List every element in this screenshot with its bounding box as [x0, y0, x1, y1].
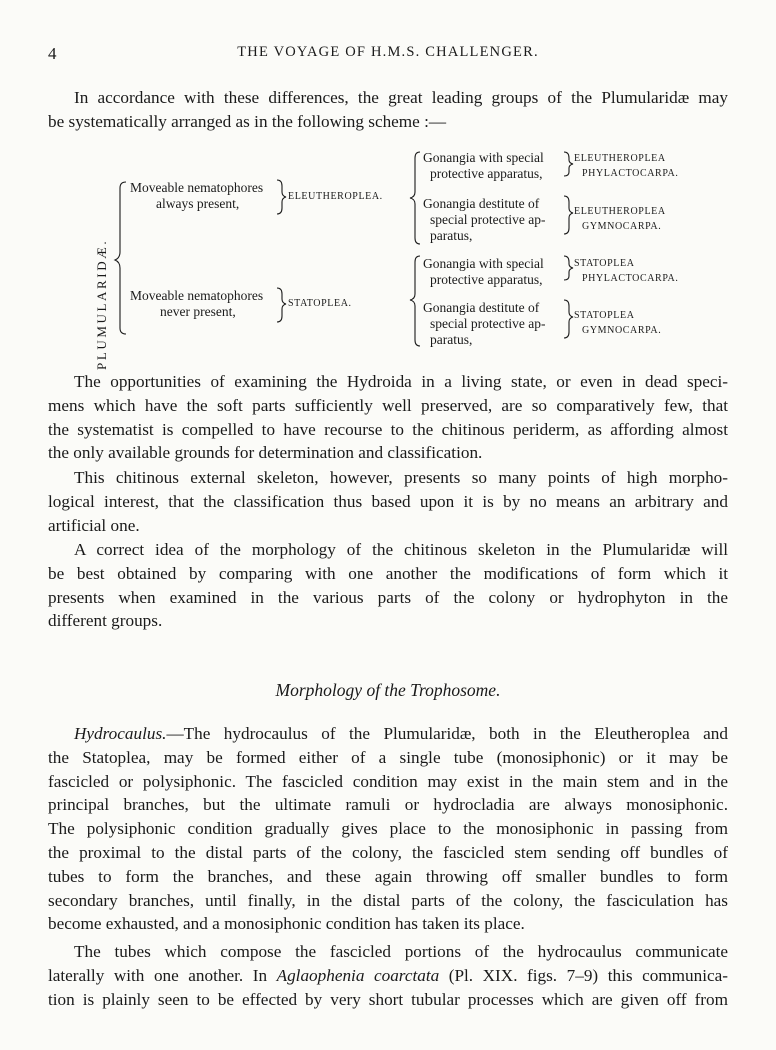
text-run: the [48, 747, 69, 767]
group1-condition-line: always present, [156, 196, 240, 211]
family-label: PLUMULARIDÆ. [94, 238, 109, 370]
text-line: tubes to form the branches, and these again throwing off smaller bundles to form [48, 866, 728, 886]
group2-condition-line: never present, [160, 304, 236, 319]
text-line: This chitinous external skeleton, however, presents so many points of high morpho- [74, 468, 728, 487]
text-line: The opportunities of examining the Hydroida in a living state, or even in dead speci- [74, 372, 728, 391]
text-line: principal branches, but the ultimate ramuli or hydrocladia are always monosiphonic. [48, 795, 728, 815]
intro-paragraph [48, 86, 728, 134]
section-heading: Morphology of the Trophosome. [275, 680, 501, 700]
subgroup-text: special protective ap- [430, 316, 546, 331]
group2-name: STATOPLEA. [288, 298, 352, 309]
paragraph-skeleton [48, 466, 728, 537]
text-run: —The hydrocaulus of the Plumularidæ, both in the Eleutheroplea and [166, 724, 728, 743]
group1-condition-line: Moveable nematophores [130, 180, 264, 195]
page-number: 4 [48, 44, 57, 63]
text-line: A correct idea of the morphology of the chitinous skeleton in the Plumularidæ will [74, 540, 728, 559]
text-run: Statoplea, may be formed either of a single tube (monosiphonic) or it may be [82, 747, 728, 767]
text-line: The tubes which compose the fascicled portions of the hydrocaulus communicate [74, 942, 728, 961]
text-line: In accordance with these differences, the great leading groups of the Plumularidæ may [74, 88, 728, 107]
text-line: the only available grounds for determination and classification. [48, 443, 483, 463]
text-line: tion is plainly seen to be effected by very short tubular processes which are given off from [48, 989, 728, 1009]
text-line: artificial one. [48, 515, 140, 535]
text-line: the proximal to the distal parts of the colony, the fascicled stem sending off bundles of [48, 842, 728, 862]
paragraph-morphology [48, 538, 728, 633]
subgroup-name: PHYLACTOCARPA. [582, 273, 679, 284]
text-line [48, 746, 728, 770]
subgroup-text: paratus, [430, 228, 473, 243]
subgroup-name: STATOPLEA [574, 310, 635, 321]
text-line [48, 722, 728, 746]
text-line: presents when examined in the various parts of the colony or hydrophyton in the [48, 587, 728, 607]
subgroup-text: Gonangia destitute of [423, 196, 540, 211]
run-in-heading: Hydrocaulus. [74, 724, 167, 743]
text-line: the systematist is compelled to have recourse to the chitinous periderm, as affording almost [48, 419, 728, 439]
text-line: become exhausted, and a monosiphonic condition has taken its place. [48, 914, 525, 934]
group2-subs-brace [410, 256, 420, 346]
text-line: secondary branches, until finally, in the distal parts of the colony, the fasciculation has [48, 890, 728, 910]
subgroup-name: ELEUTHEROPLEA [574, 153, 666, 164]
group1-subs-brace [410, 152, 420, 244]
text-run: laterally with one another. In [48, 965, 277, 985]
subgroup-text: special protective ap- [430, 212, 546, 227]
species-name: Aglaophenia coarctata [276, 965, 440, 985]
text-line: logical interest, that the classification thus based upon it is by no means an arbitrary and [48, 491, 728, 511]
group2-condition-line: Moveable nematophores [130, 288, 264, 303]
subgroup-name: GYMNOCARPA. [582, 325, 662, 336]
group1-name: ELEUTHEROPLEA. [288, 191, 383, 202]
subgroup-name: GYMNOCARPA. [582, 221, 662, 232]
subgroup-name: ELEUTHEROPLEA [574, 206, 666, 217]
subgroup-text: Gonangia with special [423, 150, 544, 165]
paragraph-tubes [48, 940, 728, 1011]
text-line: fascicled or polysiphonic. The fascicled condition may exist in the main stem and in the [48, 771, 728, 791]
text-line [48, 964, 728, 988]
text-line: be best obtained by comparing with one another the modifications of form which it [48, 563, 728, 583]
group2-brace [277, 288, 286, 322]
subgroup-text: Gonangia destitute of [423, 300, 540, 315]
paragraph-opportunities [48, 370, 728, 465]
group1-brace [277, 180, 286, 214]
subgroup-text: Gonangia with special [423, 256, 544, 271]
paragraph-hydrocaulus [48, 722, 728, 936]
subgroup-name: PHYLACTOCARPA. [582, 168, 679, 179]
classification-scheme [90, 148, 730, 370]
text-run: (Pl. XIX. figs. 7–9) this communica- [439, 965, 728, 985]
subgroup-text: protective apparatus, [430, 272, 543, 287]
text-line: be systematically arranged as in the following scheme :— [48, 111, 447, 131]
text-line: mens which have the soft parts sufficiently well preserved, are so comparatively few, that [48, 395, 728, 415]
subgroup-name: STATOPLEA [574, 258, 635, 269]
running-head: THE VOYAGE OF H.M.S. CHALLENGER. [237, 44, 539, 60]
text-line: The polysiphonic condition gradually gives place to the monosiphonic in passing from [48, 819, 728, 839]
family-brace [115, 182, 126, 334]
subgroup-text: protective apparatus, [430, 166, 543, 181]
subgroup-text: paratus, [430, 332, 473, 347]
text-line: different groups. [48, 611, 163, 631]
